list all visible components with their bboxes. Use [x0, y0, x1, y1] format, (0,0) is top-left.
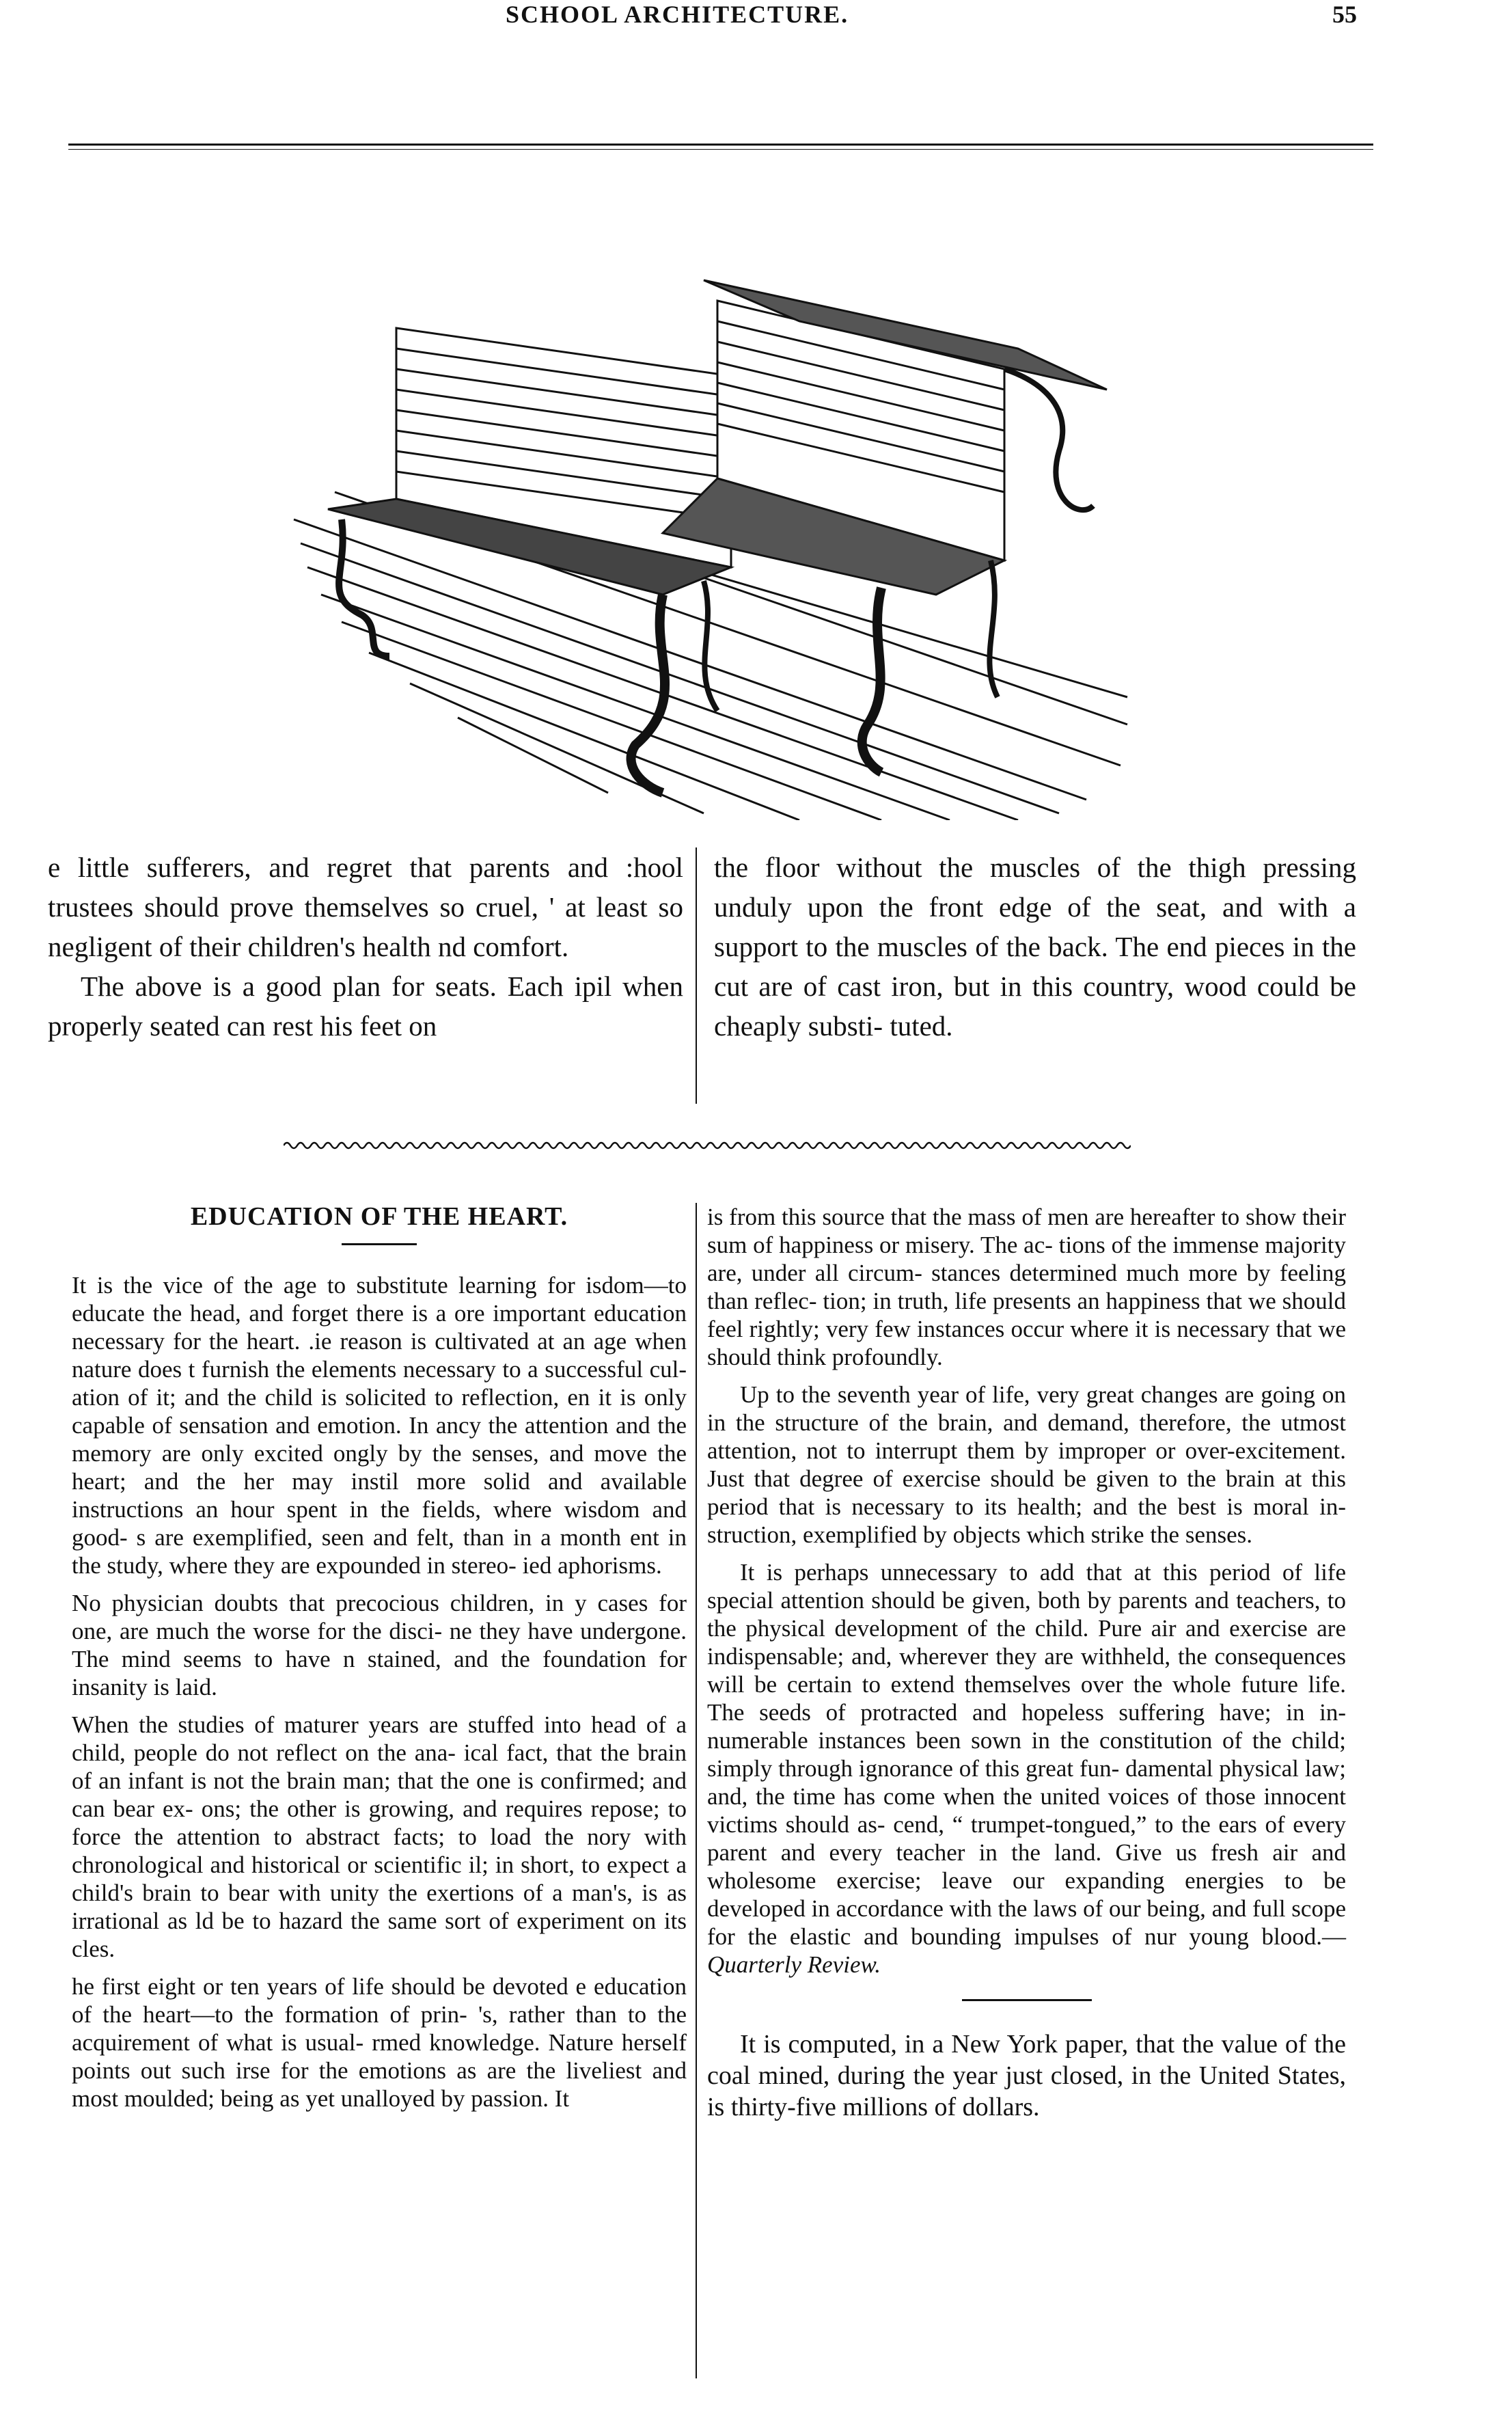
header-rule — [68, 144, 1373, 146]
article-left-column — [72, 1203, 687, 2113]
article-heading: EDUCATION OF THE HEART. — [190, 1202, 568, 1231]
column-divider — [696, 1203, 697, 2378]
right-seat — [663, 280, 1107, 772]
page-number: 55 — [1332, 1, 1357, 28]
news-note: It is computed, in a New York paper, that the value of the coal mined, during the year just closed, in the United States, is thirty-five millions of dollars. — [707, 2030, 1346, 2121]
running-head — [0, 0, 1512, 41]
left-seat — [328, 328, 731, 793]
paragraph: It is the vice of the age to substitute learning for isdom—to educate the head, and forget there is a ore important education necessary for the heart. .ie reason is cultivated at an age when nature does t furnish the elements necessary to a successful cul- ation of it; and the child is solicited to reflection, en it is only capable of sensation and emotion. In ancy the attention and the memory are only excited ongly by the senses, and move the heart; and the her may instil more solid and available instructions an hour spent in the fields, where wisdom and good- s are exemplified, seen and felt, than in a month ent in the study, where they are expounded in stereo- ied aphorisms. — [72, 1272, 687, 1579]
top-left-column — [48, 847, 683, 1046]
column-divider — [696, 847, 697, 1104]
paragraph: The above is a good plan for seats. Each ipil when properly seated can rest his feet on — [48, 971, 683, 1042]
paragraph: No physician doubts that precocious children, in y cases for one, are much the worse for the disci- ne they have undergone. The mind seems to have n stained, and the foundation for insanity is laid. — [72, 1590, 687, 1700]
paragraph: e little sufferers, and regret that parents and :hool trustees should prove themselves so cruel, ' at least so negligent of their children's health nd comfort. — [48, 852, 683, 962]
paragraph: he first eight or ten years of life should be devoted e education of the heart—to the formation of prin- 's, rather than to the acquirement of what is usual- rmed knowledge. Nature herself points out such irse for the emotions as are the liveliest and most moulded; being as yet unalloyed by passion. It — [72, 1973, 687, 2112]
section-rule — [962, 1999, 1092, 2001]
paragraph — [707, 1558, 1346, 1979]
paragraph-text: It is perhaps unnecessary to add that at this period of life special attention should be given, both by parents and teachers, to the physical development of the child. Pure air and exercise are indispensable; and, wherever they are withheld, the consequences will be certain to extend themselves over the whole future life. The seeds of protracted and hopeless suffering have; in in- numerable instances been sown in the constitution of the child; simply through ignorance of this great fun- damental physical law; and, the time has come when the united voices of those innocent victims should as- cend, “ trumpet-tongued,” to the ears of every parent and every teacher in the land. Give us fresh air and wholesome exercise; leave our expanding energies to be developed in accordance with the laws of our being, and full scope for the elastic and bounding impulses of nur young blood.— — [707, 1559, 1346, 1950]
article-right-column — [707, 1203, 1346, 2123]
paragraph: Up to the seventh year of life, very great changes are going on in the structure of the brain, and demand, therefore, the utmost attention, not to interrupt them by improper or over-excitement. Just that degree of exercise should be given to the brain at this period that is necessary to its health; and the best is moral in- struction, exemplified by objects which strike the senses. — [707, 1381, 1346, 1548]
header-rule-thin — [68, 149, 1373, 150]
school-seats-illustration — [280, 273, 1134, 820]
top-right-column — [714, 847, 1356, 1046]
attribution: Quarterly Review. — [707, 1951, 881, 1978]
wavy-separator — [284, 1138, 1131, 1153]
paragraph: When the studies of maturer years are stuffed into head of a child, people do not reflect on the ana- ical fact, that the brain of an infant is not the brain man; that the one is confirmed; and can bear ex- ons; the other is growing, and requires repose; to force the attention to abstract facts; to load the nory with chronological and historical or scientific il; in short, to expect a child's brain to bear with unity the exertions of a man's, is as irrational as ld be to hazard the same sort of experiment on its cles. — [72, 1711, 687, 1962]
running-title: SCHOOL ARCHITECTURE. — [506, 1, 849, 28]
paragraph: is from this source that the mass of men are hereafter to show their sum of happiness or misery. The ac- tions of the immense majority are, under all circum- stances determined much more by feeling than reflec- tion; in truth, life presents an happiness that we should feel rightly; very few instances occur where it is necessary that we should think profoundly. — [707, 1204, 1346, 1370]
paragraph: the floor without the muscles of the thigh pressing unduly upon the front edge of the seat, and with a support to the muscles of the back. The end pieces in the cut are of cast iron, but in this country, wood could be cheaply substi- tuted. — [714, 852, 1356, 1042]
heading-rule — [342, 1243, 417, 1245]
